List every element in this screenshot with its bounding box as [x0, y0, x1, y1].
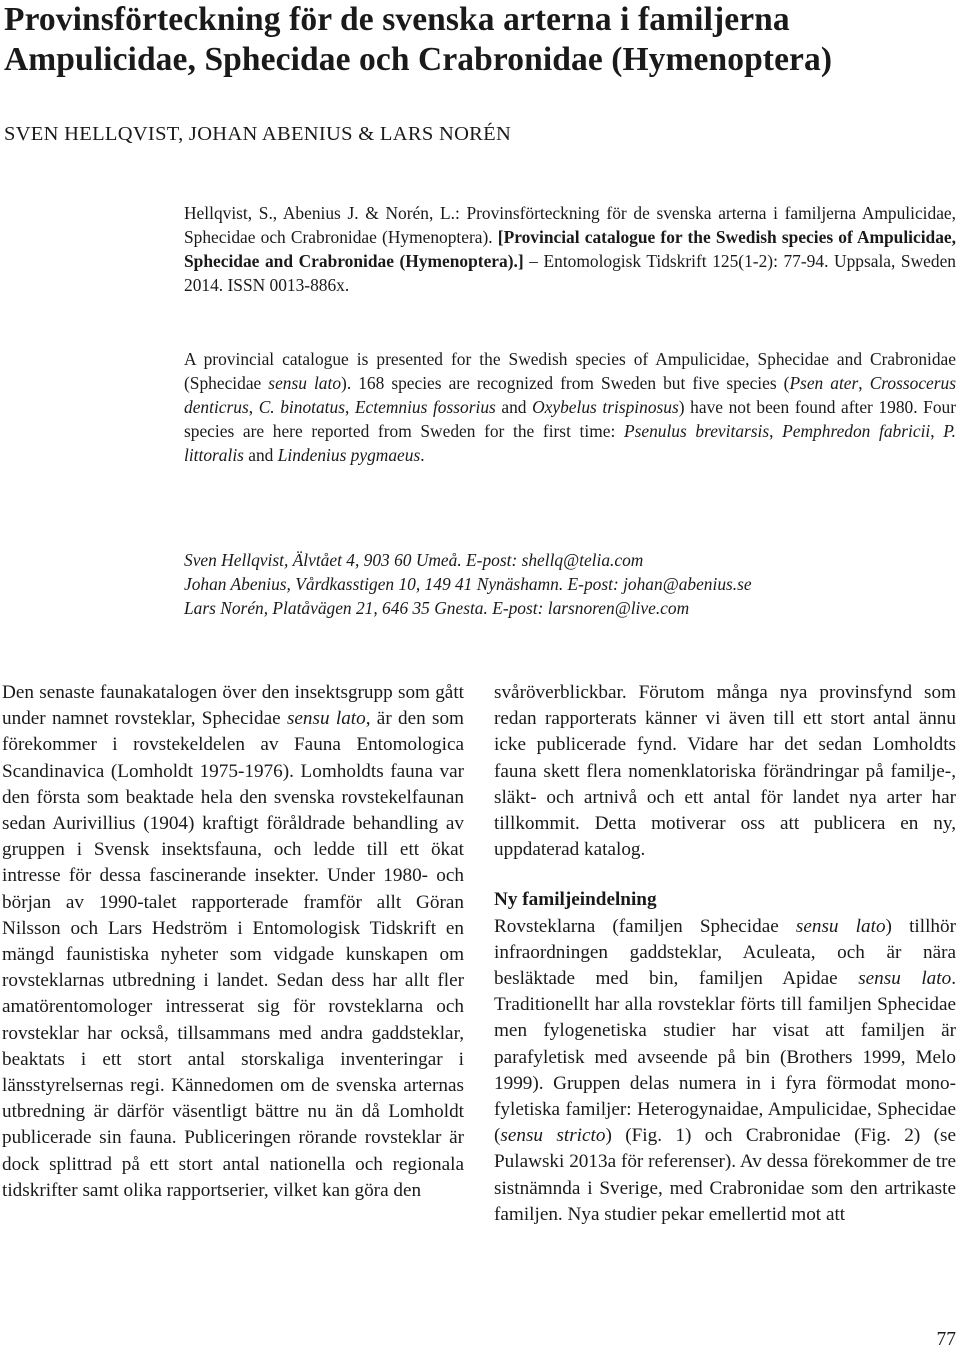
citation-text: Hellqvist, S., Abenius J. & Norén, L.: Provinsförteckning för de svenska arterna i familjerna Ampulicidae, Sphecidae och Crabronidae (Hymenoptera).: [184, 203, 956, 247]
paper-title: Provinsförteckning för de svenska arterna i familjerna Ampulicidae, Sphecidae och Crabronidae (Hymenoptera): [4, 1, 833, 78]
body-italic: sensu lato: [795, 915, 886, 937]
section-paragraph: [494, 914, 956, 1228]
abstract: [184, 347, 956, 467]
abstract-text: ) have not been found after 1980. Four species are here reported from Sweden for the first time:: [184, 397, 957, 441]
abstract-text: ,: [769, 421, 783, 441]
species-name: P. littoralis: [184, 421, 956, 465]
species-name: Ectemnius fossorius: [354, 397, 496, 417]
body-italic: sensu stricto: [500, 1125, 606, 1147]
species-name: Psen ater: [789, 373, 859, 393]
author-list: SVEN HELLQVIST, JOHAN ABENIUS & LARS NORÉN: [4, 123, 512, 145]
abstract-text: ,: [858, 373, 870, 393]
abstract-text: A provincial catalogue is presented for the Swedish species of Ampulicidae, Sphecidae and Crabronidae (Sphecidae: [184, 349, 956, 393]
body-text: Rovsteklarna (familjen Sphecidae: [494, 915, 796, 937]
abstract-text: ,: [930, 421, 944, 441]
species-name: Psenulus brevitarsis: [623, 421, 770, 441]
body-column-left: [2, 680, 464, 1204]
body-text: ) (Fig. 1) och Crabronidae (Fig. 2) (se Pulawski 2013a för referenser). Av dessa förekommer de tre sistnämnda i Sverige, med Crabronidae som den artrikaste familjen. Nya studier pekar emellertid mot att: [494, 1125, 956, 1225]
citation-english-title: [Provincial catalogue for the Swedish species of Ampulicidae, Sphecidae and Crabronidae (Hymenoptera).]: [184, 227, 956, 271]
address-abenius: Johan Abenius, Vårdkasstigen 10, 149 41 Nynäshamn. E-post: johan@abenius.se: [184, 574, 752, 594]
species-name: Oxybelus trispinosus: [532, 397, 679, 417]
body-italic: sensu lato: [286, 708, 366, 730]
abstract-text: .: [420, 445, 425, 465]
section-heading: Ny familjeindelning: [494, 889, 657, 911]
body-text: Den senaste faunakatalogen över den insektsgrupp som gått under namnet rovsteklar, Sphecidae: [2, 682, 464, 730]
address-hellqvist: Sven Hellqvist, Älvtået 4, 903 60 Umeå. E-post: shellq@telia.com: [184, 550, 644, 570]
address-noren: Lars Norén, Platåvägen 21, 646 35 Gnesta. E-post: larsnoren@live.com: [184, 598, 690, 618]
body-text: , är den som förekommer i rovstekeldelen av Fauna Entomologica Scandinavica (Lomholdt 1975-1976). Lomholdts fauna var den första som beaktade hela den svenska rovstekelfaunan sedan Aurivillius (1904) kraftigt föråldrade behandling av gruppen i Svensk insektsfauna, och ledde till ett ökat intresse för dessa fascinerande insekter. Under 1980- och början av 1990-talet rapporterade framför allt Göran Nilsson och Lars Hedström i Entomologisk Tidskrift en mängd faunistiska nyheter som vidgade kunskapen om rovsteklarnas utbredning i landet. Sedan dess har allt fler amatörentomologer intresserat sig för rovsteklarna och rovsteklar har också, tillsammans med andra gaddsteklar, beaktats i ett stort antal storskaliga inventeringar i länsstyrelsernas regi. Kännedomen om de svenska arternas utbredning är därför väsentligt bättre nu än då Lomholdt publicerade sin fauna. Publiceringen rörande rovsteklar är dock splittrad på ett stort antal nationella och regionala tidskrifter samt olika rapportserier, vilket kan göra den: [2, 708, 464, 1201]
citation: [184, 201, 956, 297]
intro-paragraph-continued: svåröverblickbar. Förutom många nya provinsfynd som redan rapporterats känner vi även till ett stort antal ännu icke publicerade fynd. Vidare har det sedan Lomholdts fauna skett flera nomenklatoriska förändringar på familje-, släkt- och artnivå och ett antal för landet nya arter har tillkommit. Detta motiverar oss att publicera en ny, uppdaterad katalog.: [494, 682, 956, 861]
species-name: C. binotatus: [258, 397, 345, 417]
abstract-text: ). 168 species are recognized from Sweden but five species (: [341, 373, 790, 393]
species-name: Crossocerus denticrus: [184, 373, 957, 417]
species-name: Lindenius pygmaeus: [277, 445, 421, 465]
citation-journal: – Entomologisk Tidskrift 125(1-2): 77-94. Uppsala, Sweden 2014. ISSN 0013-886x.: [184, 251, 956, 295]
species-name: Pemphredon fabricii: [782, 421, 931, 441]
body-italic: sensu lato: [858, 968, 952, 990]
body-column-right: [494, 680, 956, 1228]
abstract-text: ,: [248, 397, 259, 417]
abstract-text: and: [495, 397, 533, 417]
body-text: . Traditionellt har alla rovsteklar förts till familjen Sphecidae men fylogenetiska studier har visat att familjen är parafyletisk med avseende på bin (Brothers 1999, Melo 1999). Gruppen delas numera in i fyra förmodat monofyletiska familjer: Heterogynaidae, Ampulicidae, Sphecidae (: [494, 968, 956, 1147]
body-text: ) tillhör infraordningen gaddsteklar, Aculeata, och är nära besläktade med bin, familjen Apidae: [494, 915, 956, 990]
abstract-text: ,: [344, 397, 355, 417]
intro-paragraph: [2, 680, 464, 1204]
author-addresses: [184, 548, 956, 620]
abstract-italic: sensu lato: [268, 373, 342, 393]
abstract-text: and: [243, 445, 278, 465]
page-number: 77: [936, 1329, 956, 1350]
